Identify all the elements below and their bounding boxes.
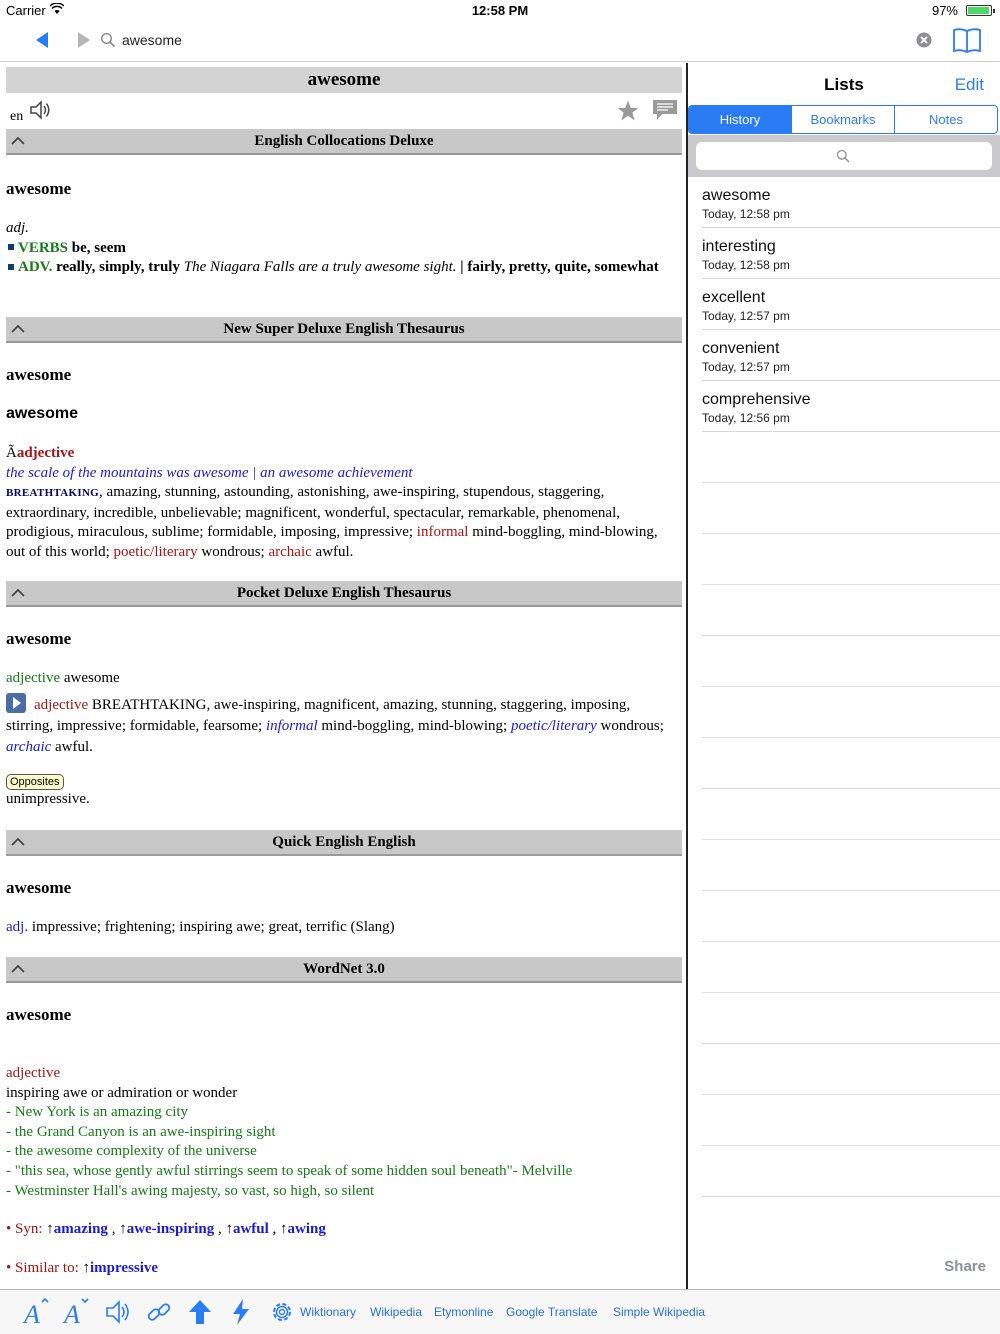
chevron-up-icon	[10, 836, 26, 848]
section-header-wordnet[interactable]	[6, 957, 682, 983]
history-item[interactable]	[702, 228, 1000, 279]
section-header-pocket-thesaurus[interactable]	[6, 581, 682, 607]
empty-row	[702, 993, 1000, 1044]
adv-more: | fairly, pretty, quite, somewhat	[460, 259, 659, 276]
section-title: English Collocations Deluxe	[254, 133, 434, 149]
section-header-quick-english[interactable]	[6, 830, 682, 856]
link-google-translate[interactable]: Google Translate	[506, 1305, 598, 1319]
syn-label: • Syn:	[6, 1221, 43, 1237]
history-time: Today, 12:57 pm	[702, 309, 790, 323]
headword: awesome	[6, 1005, 72, 1024]
panel-title: Lists	[824, 75, 864, 94]
entry-title: awesome	[6, 67, 682, 93]
history-word: interesting	[702, 238, 776, 255]
arrow-up-icon: ↑	[119, 1221, 127, 1237]
carrier-label: Carrier	[6, 3, 46, 18]
link-etymonline[interactable]: Etymonline	[434, 1305, 494, 1319]
register-informal: informal	[416, 524, 469, 541]
pos-line	[6, 444, 676, 464]
empty-row	[702, 432, 1000, 483]
svg-text:A: A	[24, 1300, 40, 1326]
history-item[interactable]	[702, 381, 1000, 432]
headword-secondary: awesome	[6, 405, 79, 422]
empty-row	[702, 1095, 1000, 1146]
section-title: Quick English English	[272, 834, 416, 850]
link-simple-wikipedia[interactable]: Simple Wikipedia	[613, 1305, 706, 1319]
empty-row	[702, 891, 1000, 942]
verbs-label: VERBS	[18, 239, 69, 256]
dictionary-content	[0, 63, 686, 1289]
example-line: the scale of the mountains was awesome | an awesome achievement	[6, 464, 413, 481]
link-wikipedia[interactable]: Wikipedia	[370, 1305, 423, 1319]
bottom-toolbar	[0, 1289, 1000, 1334]
quick-definition	[6, 918, 676, 938]
arrow-up-icon: ↑	[225, 1221, 233, 1237]
battery-percent: 97%	[931, 3, 958, 18]
list-search-input[interactable]	[696, 142, 992, 170]
pocket-thesaurus-body	[6, 693, 676, 758]
wordnet-body	[6, 1064, 676, 1201]
back-arrow-icon[interactable]	[32, 30, 52, 50]
battery-fill	[968, 7, 989, 14]
pos-label: adjective	[6, 1065, 61, 1081]
synonyms-poetic: wondrous;	[201, 543, 265, 560]
search-icon	[836, 149, 850, 163]
history-time: Today, 12:57 pm	[702, 360, 790, 374]
battery-icon	[966, 5, 992, 16]
history-item[interactable]	[702, 177, 1000, 228]
empty-row	[702, 942, 1000, 993]
font-decrease-icon[interactable]	[62, 1298, 90, 1326]
headword: awesome	[6, 179, 72, 198]
register-archaic: archaic	[268, 543, 312, 560]
history-list	[702, 177, 1000, 1197]
empty-row	[702, 687, 1000, 738]
syn-line: • Syn: ↑amazing , ↑awe-inspiring , ↑awful , ↑awing	[6, 1221, 326, 1237]
collocation-body	[6, 219, 676, 278]
section-title: Pocket Deluxe English Thesaurus	[236, 585, 452, 601]
section-title: WordNet 3.0	[303, 961, 385, 977]
speaker-icon[interactable]	[28, 99, 52, 121]
empty-row	[702, 738, 1000, 789]
arrow-up-icon: ↑	[46, 1221, 54, 1237]
pos-label: adj.	[6, 220, 29, 236]
syn-link-amazing[interactable]: amazing	[53, 1221, 108, 1237]
chevron-up-icon	[10, 963, 26, 975]
opposites-text: unimpressive.	[6, 791, 90, 807]
verbs-line	[6, 239, 676, 259]
empty-row	[702, 789, 1000, 840]
opposites-badge: Opposites	[6, 774, 64, 790]
section-header-collocations[interactable]	[6, 129, 682, 155]
similar-line	[6, 1259, 676, 1279]
synonyms-poetic: wondrous;	[600, 718, 664, 734]
verbs-list: be, seem	[71, 239, 126, 256]
chevron-up-icon	[10, 135, 26, 147]
pos-prefix: Ã	[6, 445, 17, 461]
definition: inspiring awe or admiration or wonder	[6, 1084, 238, 1101]
empty-row	[702, 534, 1000, 585]
chevron-up-icon	[10, 323, 26, 335]
register-poetic: poetic/literary	[113, 543, 198, 560]
forward-arrow-icon[interactable]	[72, 30, 92, 50]
pos-label-2: adjective	[34, 697, 89, 713]
list-search-bar	[688, 135, 1000, 177]
search-icon	[100, 32, 116, 48]
edit-button[interactable]: Edit	[954, 75, 984, 94]
syn-link-awing[interactable]: awing	[287, 1221, 326, 1237]
list-segmented-control	[688, 105, 998, 134]
arrow-up-icon[interactable]	[186, 1298, 214, 1326]
definition: impressive; frightening; inspiring awe; great, terrific (Slang)	[31, 919, 395, 935]
gear-icon[interactable]	[268, 1298, 296, 1326]
headword: awesome	[6, 629, 72, 648]
play-icon[interactable]	[6, 693, 26, 713]
synonyms-informal: mind-boggling, mind-blowing, out of this world;	[6, 524, 658, 560]
arrow-up-icon: ↑	[280, 1221, 288, 1237]
section-header-super-thesaurus[interactable]	[6, 317, 682, 343]
tab-history[interactable]: History	[689, 106, 791, 133]
lang-code: en	[10, 109, 24, 124]
synonyms-archaic: awful.	[55, 739, 93, 755]
font-increase-icon[interactable]	[22, 1298, 50, 1326]
star-icon[interactable]	[616, 99, 640, 123]
history-word: comprehensive	[702, 391, 811, 408]
adv-line	[6, 258, 676, 278]
similar-label: • Similar to:	[6, 1260, 79, 1276]
synonyms: BREATHTAKING, awe-inspiring, magnificent, amazing, stunning, staggering, imposing, stirring, impressive; formidable, fearsome;	[6, 697, 631, 734]
adv-example: The Niagara Falls are a truly awesome sight.	[183, 259, 457, 276]
history-item[interactable]	[702, 279, 1000, 330]
lists-panel	[688, 63, 1000, 1289]
search-input[interactable]: awesome	[122, 32, 182, 48]
clock: 12:58 PM	[471, 3, 529, 18]
clear-search-icon[interactable]	[916, 32, 932, 48]
chevron-up-icon	[10, 587, 26, 599]
example: - the awesome complexity of the universe	[6, 1143, 257, 1160]
tab-bookmarks[interactable]: Bookmarks	[791, 106, 894, 133]
similar-link-impressive[interactable]: impressive	[90, 1260, 159, 1276]
pos-label: adj.	[6, 919, 29, 935]
arrow-up-icon: ↑	[82, 1260, 91, 1276]
empty-row	[702, 585, 1000, 636]
book-icon[interactable]	[952, 26, 982, 54]
note-icon[interactable]	[652, 99, 678, 121]
link-icon[interactable]	[145, 1298, 173, 1326]
register-archaic: archaic	[6, 739, 52, 755]
pocket-pos-line	[6, 669, 676, 689]
register-informal: informal	[265, 718, 318, 734]
empty-row	[702, 1044, 1000, 1095]
pos-label: adjective	[16, 445, 75, 461]
register-poetic: poetic/literary	[510, 718, 597, 734]
pos-label: adjective	[6, 670, 61, 686]
example: - "this sea, whose gently awful stirrings seem to speak of some hidden soul beneath"- Melville	[6, 1162, 573, 1179]
share-button[interactable]: Share	[944, 1258, 986, 1275]
headword: awesome	[6, 365, 72, 384]
history-word: excellent	[702, 289, 766, 306]
adv-list: really, simply, truly	[56, 259, 180, 276]
lightning-icon[interactable]	[227, 1298, 255, 1326]
history-item[interactable]	[702, 330, 1000, 381]
tab-notes[interactable]: Notes	[894, 106, 997, 133]
headword: awesome	[6, 878, 72, 897]
synonyms: , amazing, stunning, astounding, astonishing, awe-inspiring, stupendous, staggering, extraordinary, incredible, unbelievable; magnificent, wonderful, spectacular, remarkable, phenomenal, prodigious, miraculous, sublime; formidable, imposing, impressive;	[6, 484, 620, 541]
example: - New York is an amazing city	[6, 1104, 189, 1121]
section-title: New Super Deluxe English Thesaurus	[223, 321, 465, 337]
empty-row	[702, 636, 1000, 687]
history-time: Today, 12:58 pm	[702, 258, 790, 272]
history-word: awesome	[702, 187, 771, 204]
svg-text:A: A	[64, 1300, 80, 1326]
synonym-block	[6, 483, 676, 562]
link-wiktionary[interactable]: Wiktionary	[300, 1305, 357, 1319]
syn-link-awe-inspiring[interactable]: awe-inspiring	[126, 1221, 215, 1237]
super-thesaurus-body	[6, 444, 676, 563]
history-word: convenient	[702, 340, 780, 357]
speaker-icon[interactable]	[104, 1298, 132, 1326]
history-time: Today, 12:58 pm	[702, 207, 790, 221]
sense-label: BREATHTAKING	[6, 487, 100, 500]
top-nav-bar	[0, 22, 1000, 62]
empty-row	[702, 1146, 1000, 1197]
synonyms-informal: mind-boggling, mind-blowing;	[321, 718, 508, 734]
status-bar	[0, 0, 1000, 22]
empty-row	[702, 840, 1000, 891]
adv-label: ADV.	[18, 259, 53, 276]
empty-row	[702, 483, 1000, 534]
pos-word: awesome	[63, 670, 120, 686]
example: - Westminster Hall's awing majesty, so vast, so high, so silent	[6, 1182, 375, 1199]
synonyms-archaic: awful.	[315, 543, 354, 560]
example: - the Grand Canyon is an awe-inspiring sight	[6, 1123, 276, 1140]
history-time: Today, 12:56 pm	[702, 411, 790, 425]
syn-link-awful[interactable]: awful	[232, 1221, 269, 1237]
